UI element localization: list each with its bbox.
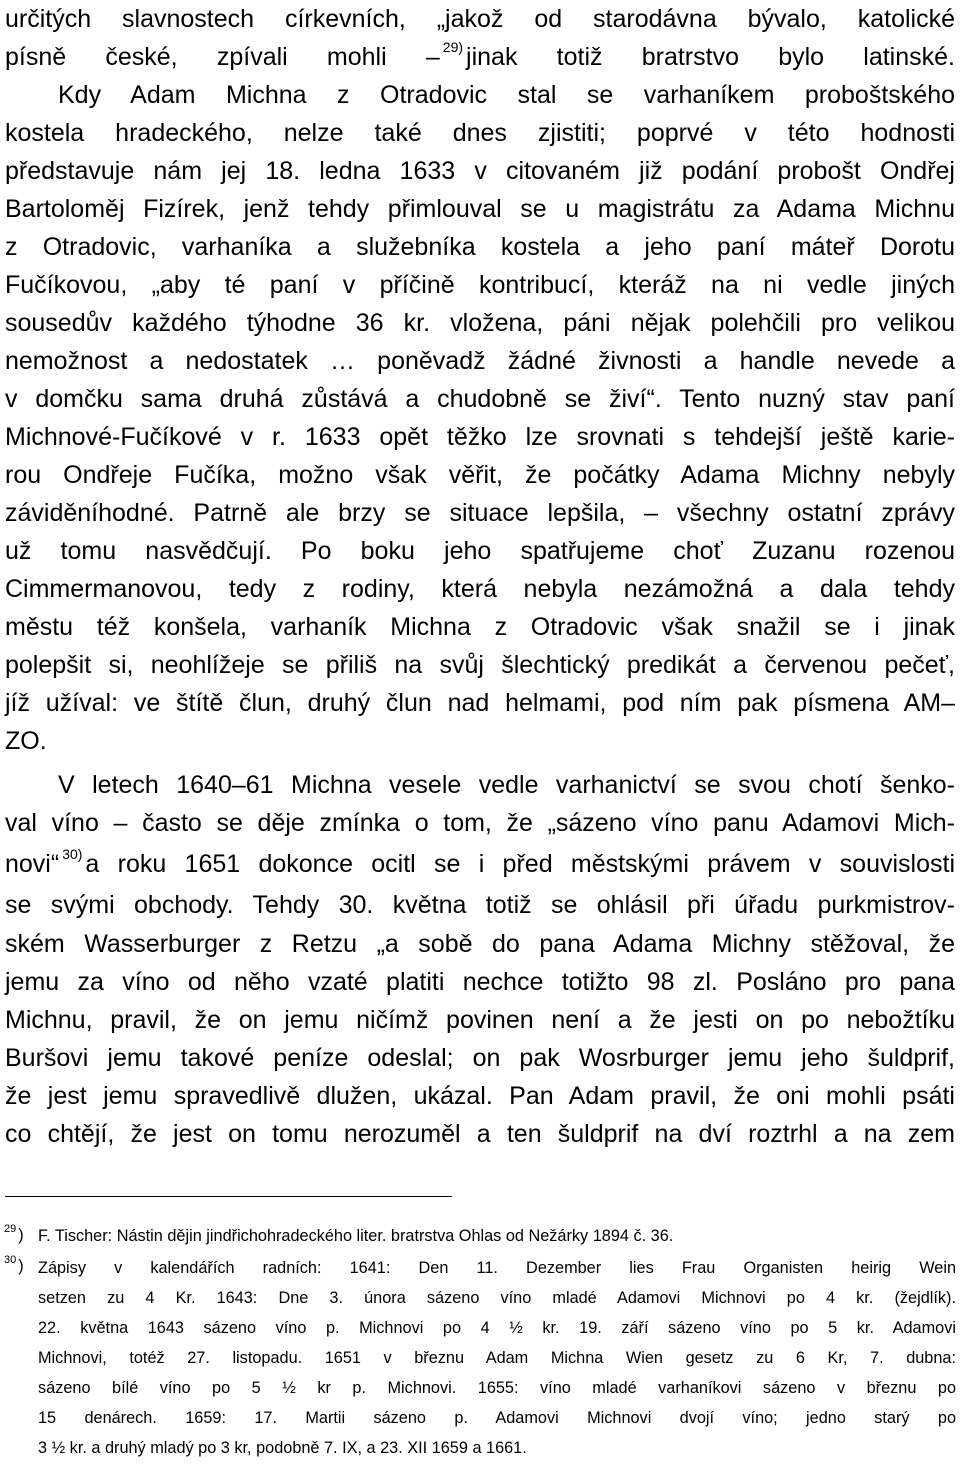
- footnote-text: sázeno bílé víno po 5 ½ kr p. Michnovi. 1655: víno mladé varhaníkovi sázeno v březnu po: [38, 1379, 956, 1397]
- body-line: městu též konšela, varhaník Michna z Otradovic však snažil se i jinak: [5, 613, 955, 641]
- footnote-text: F. Tischer: Nástin dějin jindřichohradeckého liter. bratrstva Ohlas od Nežárky 1894 č. 36.: [38, 1227, 674, 1245]
- body-line: [5, 845, 955, 883]
- footnote-number-29: $^{29}$ ): [4, 1223, 24, 1244]
- footnote-reference-30: 30): [62, 846, 83, 862]
- footnote-text: Michnovi, totéž 27. listopadu. 1651 v březnu Adam Michna Wien gesetz zu 6 Kr, 7. dubna:: [38, 1349, 956, 1367]
- body-line: představuje nám jej 18. ledna 1633 v citovaném již podání probošt Ondřej: [5, 157, 955, 185]
- body-line: Michnové-Fučíkové v r. 1633 opět těžko lze srovnati s tehdejší ještě karie-: [5, 423, 955, 451]
- text-fragment: jinak totiž bratrstvo bylo latinské.: [466, 43, 955, 71]
- paragraph-start: V letech 1640–61 Michna vesele vedle varhanictví se svou chotí šenko-: [58, 771, 955, 799]
- body-line: Bartoloměj Fizírek, jenž tehdy přimlouval se u magistrátu za Adama Michnu: [5, 195, 955, 223]
- footnote-separator: [5, 1196, 452, 1197]
- body-line: Fučíkovou, „aby té paní v příčině kontribucí, kteráž na ni vedle jiných: [5, 271, 955, 299]
- body-line: nemožnost a nedostatek … poněvadž žádné živnosti a handle nevede a: [5, 347, 955, 375]
- body-line: určitých slavnostech církevních, „jakož od starodávna bývalo, katolické: [5, 5, 955, 33]
- body-line: jíž užíval: ve štítě člun, druhý člun nad helmami, pod ním pak písmena AM–: [5, 689, 955, 717]
- footnote-text: 15 denárech. 1659: 17. Martii sázeno p. Adamovi Michnovi dvojí víno; jedno starý po: [38, 1409, 956, 1427]
- body-line: sousedův každého týhodne 36 kr. vložena, páni nějak polehčili pro velikou: [5, 309, 955, 337]
- body-line: už tomu nasvědčují. Po boku jeho spatřujeme choť Zuzanu rozenou: [5, 537, 955, 565]
- footnote-number-30: $^{30}$ ): [4, 1254, 24, 1275]
- body-line: co chtějí, že jest on tomu nerozuměl a ten šuldprif na dví roztrhl a na zem: [5, 1120, 955, 1148]
- body-line: se svými obchody. Tehdy 30. května totiž se ohlásil při úřadu purkmistrov-: [5, 891, 955, 919]
- footnote-text: Zápisy v kalendářích radních: 1641: Den 11. Dezember lies Frau Organisten heirig Wein: [38, 1259, 956, 1277]
- body-line: v domčku sama druhá zůstává a chudobně se živí“. Tento nuzný stav paní: [5, 385, 955, 413]
- body-line: kostela hradeckého, nelze také dnes zjistiti; poprvé v této hodnosti: [5, 119, 955, 147]
- body-line: z Otradovic, varhaníka a služebníka kostela a jeho paní máteř Dorotu: [5, 233, 955, 261]
- body-line: val víno – často se děje zmínka o tom, že „sázeno víno panu Adamovi Mich-: [5, 809, 955, 837]
- text-fragment: a roku 1651 dokonce ocitl se i před městskými právem v souvislosti: [85, 850, 955, 878]
- body-line: rou Ondřeje Fučíka, možno však věřit, že počátky Adama Michny nebyly: [5, 461, 955, 489]
- body-line: [5, 38, 955, 76]
- body-line: jemu za víno od něho vzaté platiti nechce totižto 98 zl. Posláno pro pana: [5, 968, 955, 996]
- body-line: Michnu, pravil, že on jemu ničímž povinen není a že jesti on po nebožtíku: [5, 1006, 955, 1034]
- body-line: záviděníhodné. Patrně ale brzy se situace lepšila, – všechny ostatní zprávy: [5, 499, 955, 527]
- body-line: ském Wasserburger z Retzu „a sobě do pana Adama Michny stěžoval, že: [5, 930, 955, 958]
- body-line: Cimmermanovou, tedy z rodiny, která nebyla nezámožná a dala tehdy: [5, 575, 955, 603]
- footnote-text: setzen zu 4 Kr. 1643: Dne 3. února sázeno víno mladé Adamovi Michnovi po 4 kr. (žejdlík).: [38, 1289, 956, 1307]
- body-line: že jest jemu spravedlivě dlužen, ukázal. Pan Adam pravil, že oni mohli psáti: [5, 1082, 955, 1110]
- text-fragment: písně české, zpívali mohli –: [5, 43, 440, 71]
- text-fragment: novi“: [5, 850, 60, 878]
- body-line: ZO.: [5, 727, 47, 755]
- paragraph-start: Kdy Adam Michna z Otradovic stal se varhaníkem proboštského: [58, 81, 955, 109]
- body-line: polepšit si, neohlížeje se přiliš na svůj šlechtický predikát a červenou pečeť,: [5, 651, 955, 679]
- footnote-text: 3 ½ kr. a druhý mladý po 3 kr, podobně 7. IX, a 23. XII 1659 a 1661.: [38, 1439, 527, 1457]
- footnote-reference-29: 29): [442, 39, 464, 55]
- footnote-text: 22. května 1643 sázeno víno p. Michnovi po 4 ½ kr. 19. září sázeno víno po 5 kr. Adamovi: [38, 1319, 956, 1337]
- body-line: Buršovi jemu takové peníze odeslal; on pak Wosrburger jemu jeho šuldprif,: [5, 1044, 955, 1072]
